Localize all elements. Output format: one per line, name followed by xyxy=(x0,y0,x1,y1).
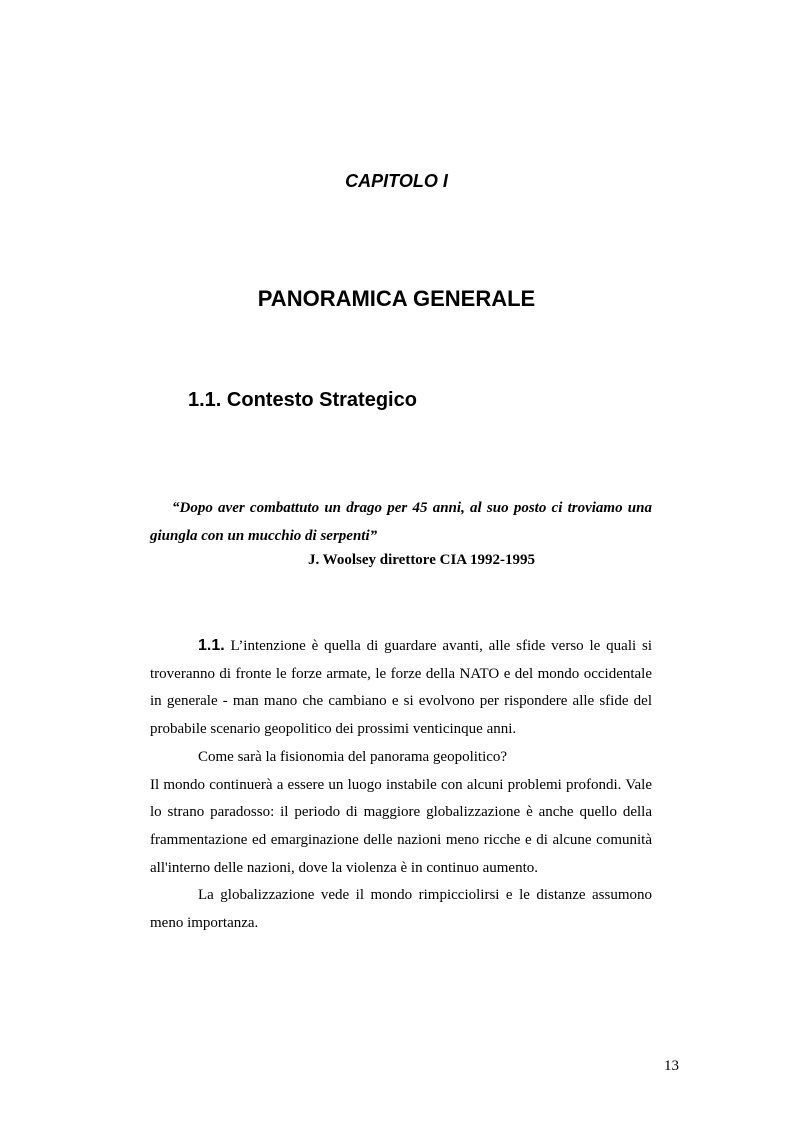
chapter-title: PANORAMICA GENERALE xyxy=(257,286,536,311)
page-number: 13 xyxy=(664,1058,679,1074)
section-number: 1.1. xyxy=(198,637,225,654)
paragraph-1-text: L’intenzione è quella di guardare avanti, alle sfide verso le quali si troveranno di fronte le forze armate, le forze della NATO e del mondo occidentale in generale - man mano che cambiano e si evolvono per rispondere alle sfide del probabile scenario geopolitico dei prossimi venticinque anni. xyxy=(150,638,653,738)
section-title: 1.1. Contesto Strategico xyxy=(188,389,417,411)
chapter-label: CAPITOLO I xyxy=(345,171,448,191)
paragraph-3: Il mondo continuerà a essere un luogo instabile con alcuni problemi profondi. Vale lo strano paradosso: il periodo di maggiore globalizzazione è anche quello della frammentazione ed emarginazione delle nazioni meno ricche e di alcune comunità all'interno delle nazioni, dove la violenza è in continuo aumento. xyxy=(150,776,652,876)
body-text xyxy=(150,632,652,938)
paragraph-4: La globalizzazione vede il mondo rimpicciolirsi e le distanze assumono meno importanza. xyxy=(150,887,652,932)
paragraph-2: Come sarà la fisionomia del panorama geopolitico? xyxy=(198,748,508,765)
paragraph-1 xyxy=(150,632,652,744)
epigraph-quote: “Dopo aver combattuto un drago per 45 anni, al suo posto ci troviamo una giungla con un mucchio di serpenti” xyxy=(150,500,652,544)
epigraph-author: J. Woolsey direttore CIA 1992-1995 xyxy=(307,552,536,568)
